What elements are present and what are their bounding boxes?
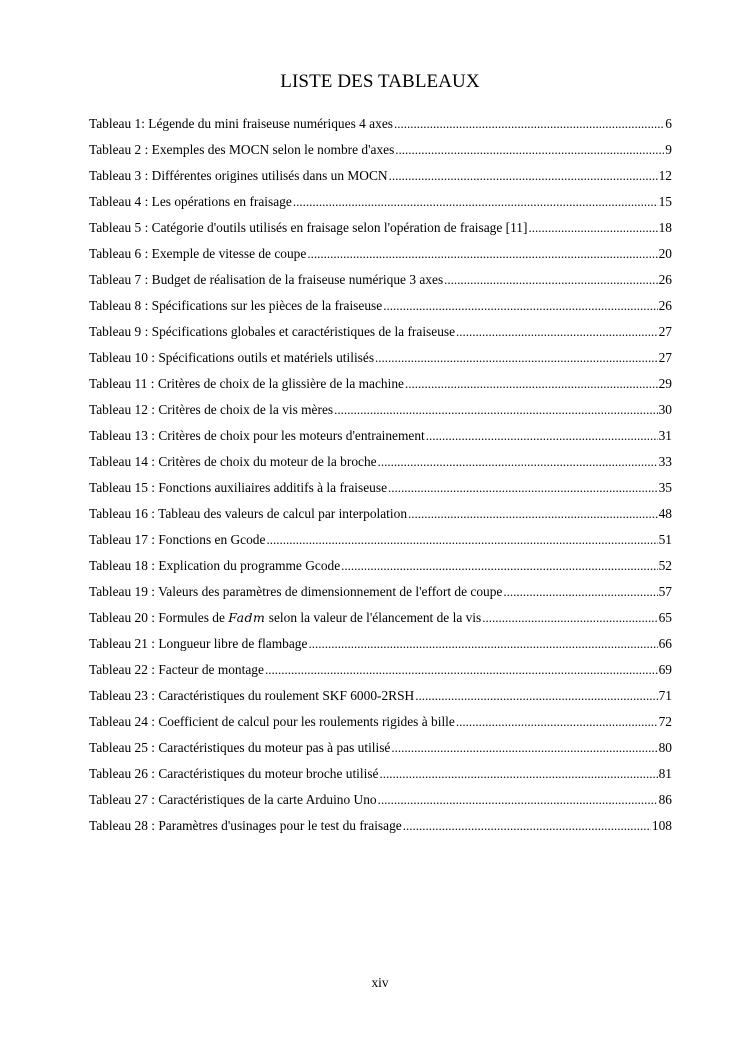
- toc-dot-leader: [394, 114, 664, 134]
- toc-dot-leader: [375, 348, 658, 368]
- toc-entry-label: [89, 608, 481, 628]
- table-of-tables: [89, 114, 672, 842]
- toc-dot-leader: [388, 478, 658, 498]
- toc-entry[interactable]: [89, 660, 672, 686]
- formula-symbol: Fadm: [228, 610, 266, 625]
- toc-entry[interactable]: [89, 218, 672, 244]
- toc-entry-label: Tableau 17 : Fonctions en Gcode: [89, 532, 266, 547]
- toc-entry-page: 18: [658, 220, 672, 235]
- toc-entry-label-end: selon la valeur de l'élancement de la vis: [265, 610, 482, 625]
- toc-entry-page: 48: [658, 506, 672, 521]
- toc-entry-page: 52: [658, 558, 672, 573]
- toc-entry-label: Tableau 27 : Caractéristiques de la carte Arduino Uno: [89, 792, 377, 807]
- toc-entry-label: Tableau 2 : Exemples des MOCN selon le nombre d'axes: [89, 142, 395, 157]
- toc-entry[interactable]: [89, 790, 672, 816]
- toc-entry-label: Tableau 16 : Tableau des valeurs de calcul par interpolation: [89, 506, 408, 521]
- toc-entry[interactable]: [89, 348, 672, 374]
- toc-entry-label: Tableau 24 : Coefficient de calcul pour les roulements rigides à bille: [89, 714, 455, 729]
- toc-entry[interactable]: [89, 556, 672, 582]
- toc-entry[interactable]: [89, 738, 672, 764]
- toc-entry-label: Tableau 11 : Critères de choix de la glissière de la machine: [89, 376, 404, 391]
- toc-entry[interactable]: [89, 478, 672, 504]
- toc-entry-label: Tableau 23 : Caractéristiques du roulement SKF 6000-2RSH: [89, 688, 415, 703]
- toc-entry-label: Tableau 25 : Caractéristiques du moteur pas à pas utilisé: [89, 740, 391, 755]
- toc-dot-leader: [378, 452, 658, 472]
- toc-entry-page: 65: [658, 610, 672, 625]
- toc-dot-leader: [528, 218, 657, 238]
- toc-entry-page: 35: [658, 480, 672, 495]
- toc-entry[interactable]: [89, 712, 672, 738]
- toc-dot-leader: [308, 634, 657, 654]
- toc-entry[interactable]: [89, 426, 672, 452]
- toc-dot-leader: [334, 400, 658, 420]
- toc-dot-leader: [415, 686, 657, 706]
- toc-entry[interactable]: [89, 192, 672, 218]
- toc-entry-page: 66: [658, 636, 672, 651]
- toc-entry-label: Tableau 10 : Spécifications outils et matériels utilisés: [89, 350, 375, 365]
- toc-entry[interactable]: [89, 764, 672, 790]
- toc-entry[interactable]: [89, 296, 672, 322]
- toc-entry[interactable]: [89, 270, 672, 296]
- toc-dot-leader: [482, 608, 657, 628]
- toc-entry-page: 108: [651, 818, 672, 833]
- toc-dot-leader: [383, 296, 657, 316]
- toc-entry[interactable]: [89, 452, 672, 478]
- toc-entry-label: Tableau 14 : Critères de choix du moteur de la broche: [89, 454, 377, 469]
- toc-entry-page: 57: [658, 584, 672, 599]
- toc-entry[interactable]: [89, 322, 672, 348]
- toc-entry-label: Tableau 15 : Fonctions auxiliaires additifs à la fraiseuse: [89, 480, 388, 495]
- toc-entry-label: Tableau 5 : Catégorie d'outils utilisés en fraisage selon l'opération de fraisage [11]: [89, 220, 528, 235]
- toc-entry[interactable]: [89, 244, 672, 270]
- toc-entry-page: 31: [658, 428, 672, 443]
- toc-entry-label: Tableau 8 : Spécifications sur les pièces de la fraiseuse: [89, 298, 383, 313]
- toc-entry[interactable]: [89, 608, 672, 634]
- toc-entry-page: 71: [658, 688, 672, 703]
- toc-entry-page: 33: [658, 454, 672, 469]
- toc-dot-leader: [307, 244, 657, 264]
- toc-entry-page: 27: [658, 350, 672, 365]
- toc-dot-leader: [456, 322, 658, 342]
- toc-entry-label: Tableau 6 : Exemple de vitesse de coupe: [89, 246, 307, 261]
- toc-entry-page: 26: [658, 298, 672, 313]
- toc-dot-leader: [266, 530, 657, 550]
- toc-dot-leader: [403, 816, 651, 836]
- toc-entry-label: Tableau 18 : Explication du programme Gcode: [89, 558, 341, 573]
- toc-entry-label-start: Tableau 20 : Formules de: [89, 610, 229, 625]
- toc-entry-page: 80: [658, 740, 672, 755]
- toc-dot-leader: [408, 504, 658, 524]
- toc-entry-page: 69: [658, 662, 672, 677]
- toc-entry-page: 6: [665, 116, 672, 131]
- toc-entry-page: 72: [658, 714, 672, 729]
- toc-entry[interactable]: [89, 530, 672, 556]
- toc-dot-leader: [503, 582, 657, 602]
- toc-dot-leader: [378, 790, 658, 810]
- toc-entry-page: 27: [658, 324, 672, 339]
- toc-entry-label: Tableau 4 : Les opérations en fraisage: [89, 194, 292, 209]
- page-title: LISTE DES TABLEAUX: [280, 71, 480, 92]
- toc-dot-leader: [293, 192, 658, 212]
- toc-entry-label: Tableau 22 : Facteur de montage: [89, 662, 264, 677]
- toc-entry-label: Tableau 28 : Paramètres d'usinages pour le test du fraisage: [89, 818, 402, 833]
- toc-entry-page: 30: [658, 402, 672, 417]
- toc-dot-leader: [341, 556, 657, 576]
- toc-entry[interactable]: [89, 400, 672, 426]
- toc-entry-label: Tableau 9 : Spécifications globales et caractéristiques de la fraiseuse: [89, 324, 456, 339]
- toc-entry[interactable]: [89, 634, 672, 660]
- toc-entry-label: Tableau 13 : Critères de choix pour les moteurs d'entrainement: [89, 428, 425, 443]
- toc-entry-label: Tableau 21 : Longueur libre de flambage: [89, 636, 308, 651]
- toc-entry-label: Tableau 7 : Budget de réalisation de la fraiseuse numérique 3 axes: [89, 272, 444, 287]
- toc-dot-leader: [395, 140, 664, 160]
- toc-entry[interactable]: [89, 140, 672, 166]
- toc-entry[interactable]: [89, 816, 672, 842]
- toc-entry-page: 15: [658, 194, 672, 209]
- toc-entry-page: 51: [658, 532, 672, 547]
- toc-entry[interactable]: [89, 504, 672, 530]
- page-number: xiv: [371, 975, 389, 990]
- toc-entry-label: Tableau 12 : Critères de choix de la vis mères: [89, 402, 334, 417]
- toc-dot-leader: [405, 374, 658, 394]
- toc-dot-leader: [379, 764, 657, 784]
- toc-entry-page: 12: [658, 168, 672, 183]
- toc-dot-leader: [389, 166, 658, 186]
- toc-entry-page: 26: [658, 272, 672, 287]
- toc-entry-label: Tableau 1: Légende du mini fraiseuse numériques 4 axes: [89, 116, 393, 131]
- toc-entry[interactable]: [89, 166, 672, 192]
- toc-dot-leader: [391, 738, 657, 758]
- toc-entry[interactable]: [89, 114, 672, 140]
- toc-entry[interactable]: [89, 686, 672, 712]
- toc-dot-leader: [426, 426, 658, 446]
- toc-entry-page: 29: [658, 376, 672, 391]
- toc-entry-label: Tableau 3 : Différentes origines utilisés dans un MOCN: [89, 168, 388, 183]
- toc-dot-leader: [265, 660, 658, 680]
- toc-entry-page: 81: [658, 766, 672, 781]
- toc-entry[interactable]: [89, 582, 672, 608]
- toc-entry-page: 20: [658, 246, 672, 261]
- toc-entry[interactable]: [89, 374, 672, 400]
- toc-entry-page: 86: [658, 792, 672, 807]
- toc-dot-leader: [444, 270, 657, 290]
- toc-entry-label: Tableau 19 : Valeurs des paramètres de dimensionnement de l'effort de coupe: [89, 584, 503, 599]
- toc-dot-leader: [456, 712, 658, 732]
- toc-entry-label: Tableau 26 : Caractéristiques du moteur broche utilisé: [89, 766, 379, 781]
- toc-entry-page: 9: [665, 142, 672, 157]
